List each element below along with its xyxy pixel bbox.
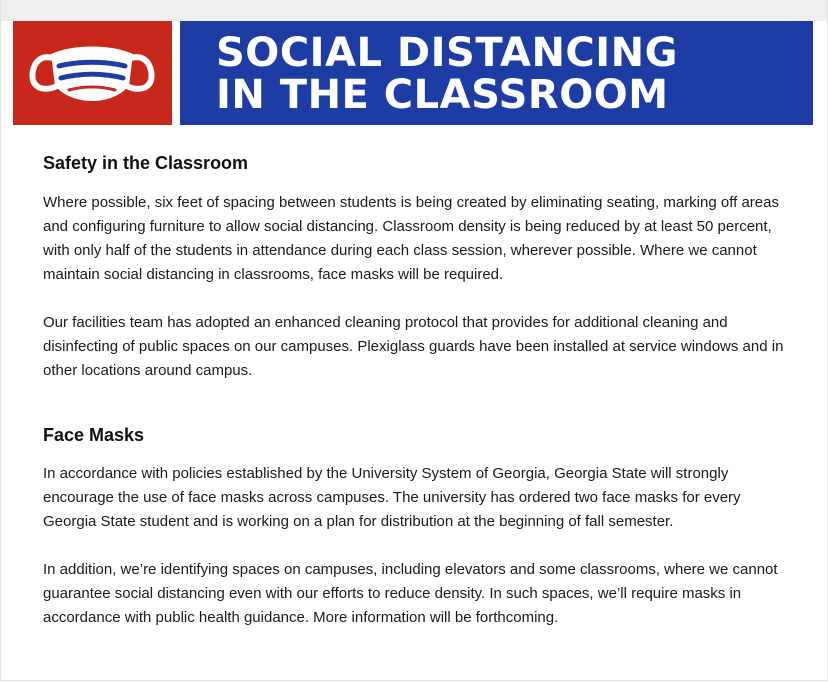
paragraph-spacing: Where possible, six feet of spacing between students is being created by eliminating seating, marking off areas and configuring furniture to allow social distancing. Classroom density is being reduced by at least 50 percent, with only half of the students in attendance during each class session, wherever possible. Where we cannot maintain social distancing in classrooms, face masks will be required. [43, 194, 779, 283]
banner-title [216, 32, 678, 116]
paragraph-mask-spaces: In addition, we’re identifying spaces on campuses, including elevators and some classrooms, where we cannot guarantee social distancing even with our efforts to reduce density. In such spaces, we’ll require masks in accordance with public health guidance. More information will be forthcoming. [43, 561, 778, 626]
paragraph-mask-policy: In accordance with policies established by the University System of Georgia, Georgia State will strongly encourage the use of face masks across campuses. The university has ordered two face masks for every Georgia State student and is working on a plan for distribution at the beginning of fall semester. [43, 465, 741, 530]
banner-blue-panel [180, 21, 813, 125]
header-banner [13, 21, 813, 125]
paragraph-cleaning: Our facilities team has adopted an enhanced cleaning protocol that provides for additional cleaning and disinfecting of public spaces on our campuses. Plexiglass guards have been installed at service windows and in other locations around campus. [43, 314, 784, 379]
section-heading-safety: Safety in the Classroom [43, 153, 249, 173]
banner-divider [172, 21, 180, 125]
section-heading-face-masks: Face Masks [43, 425, 145, 445]
banner-title-line-1: SOCIAL DISTANCING [216, 30, 678, 76]
top-strip [1, 0, 827, 21]
face-mask-icon [27, 40, 157, 108]
banner-title-line-2: IN THE CLASSROOM [216, 72, 669, 118]
banner-red-panel [13, 21, 172, 125]
